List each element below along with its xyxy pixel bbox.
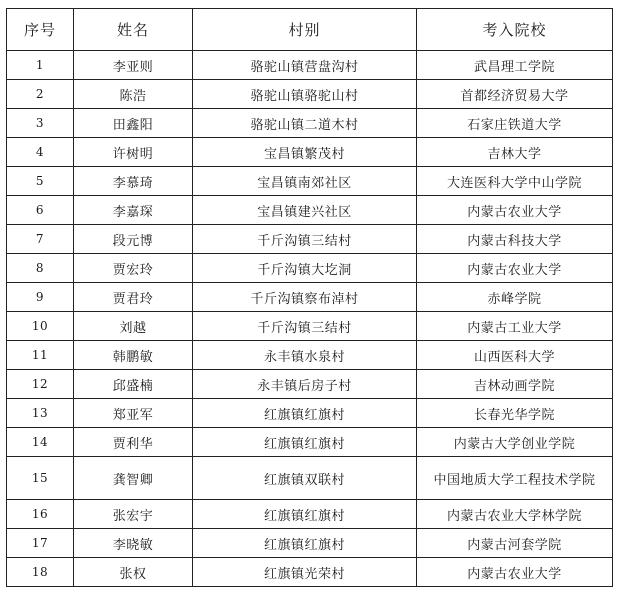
cell-village: 骆驼山镇二道木村 (193, 109, 417, 138)
cell-name: 许树明 (74, 138, 193, 167)
cell-name: 郑亚军 (74, 399, 193, 428)
table-row (7, 283, 613, 312)
table-row (7, 312, 613, 341)
cell-serial-number: 18 (7, 558, 74, 587)
cell-university: 长春光华学院 (417, 399, 613, 428)
cell-serial-number: 16 (7, 500, 74, 529)
cell-village: 红旗镇光荣村 (193, 558, 417, 587)
cell-serial-number: 5 (7, 167, 74, 196)
header-university: 考入院校 (417, 9, 613, 51)
cell-serial-number: 2 (7, 80, 74, 109)
table-header-row (7, 9, 613, 51)
cell-name: 贾君玲 (74, 283, 193, 312)
cell-village: 千斤沟镇三结村 (193, 312, 417, 341)
cell-university: 首都经济贸易大学 (417, 80, 613, 109)
cell-serial-number: 10 (7, 312, 74, 341)
cell-serial-number: 4 (7, 138, 74, 167)
table-body (7, 51, 613, 587)
table-row (7, 529, 613, 558)
table-row (7, 341, 613, 370)
header-serial-number: 序号 (7, 9, 74, 51)
cell-name: 龚智卿 (74, 457, 193, 500)
cell-serial-number: 3 (7, 109, 74, 138)
cell-name: 李慕琦 (74, 167, 193, 196)
cell-university: 山西医科大学 (417, 341, 613, 370)
cell-name: 刘越 (74, 312, 193, 341)
table-row (7, 457, 613, 500)
cell-university: 吉林动画学院 (417, 370, 613, 399)
cell-university: 内蒙古河套学院 (417, 529, 613, 558)
cell-name: 田鑫阳 (74, 109, 193, 138)
cell-name: 张权 (74, 558, 193, 587)
table-row (7, 225, 613, 254)
cell-village: 永丰镇后房子村 (193, 370, 417, 399)
cell-village: 骆驼山镇骆驼山村 (193, 80, 417, 109)
cell-serial-number: 6 (7, 196, 74, 225)
cell-university: 内蒙古农业大学 (417, 558, 613, 587)
table-row (7, 167, 613, 196)
cell-university: 中国地质大学工程技术学院 (417, 457, 613, 500)
cell-university: 大连医科大学中山学院 (417, 167, 613, 196)
cell-name: 李亚则 (74, 51, 193, 80)
cell-name: 李嘉琛 (74, 196, 193, 225)
cell-serial-number: 7 (7, 225, 74, 254)
cell-serial-number: 8 (7, 254, 74, 283)
cell-village: 红旗镇双联村 (193, 457, 417, 500)
cell-serial-number: 12 (7, 370, 74, 399)
cell-university: 内蒙古工业大学 (417, 312, 613, 341)
admissions-table (6, 8, 613, 587)
cell-village: 永丰镇水泉村 (193, 341, 417, 370)
cell-name: 韩鹏敏 (74, 341, 193, 370)
cell-university: 内蒙古农业大学 (417, 254, 613, 283)
table-row (7, 196, 613, 225)
header-name: 姓名 (74, 9, 193, 51)
cell-village: 宝昌镇建兴社区 (193, 196, 417, 225)
cell-village: 宝昌镇南郊社区 (193, 167, 417, 196)
cell-village: 骆驼山镇营盘沟村 (193, 51, 417, 80)
table-row (7, 80, 613, 109)
cell-serial-number: 9 (7, 283, 74, 312)
table-row (7, 254, 613, 283)
cell-village: 红旗镇红旗村 (193, 399, 417, 428)
table-row (7, 51, 613, 80)
table-row (7, 370, 613, 399)
table-row (7, 109, 613, 138)
cell-village: 千斤沟镇察布淖村 (193, 283, 417, 312)
cell-serial-number: 11 (7, 341, 74, 370)
cell-university: 内蒙古大学创业学院 (417, 428, 613, 457)
cell-university: 内蒙古农业大学 (417, 196, 613, 225)
cell-name: 段元博 (74, 225, 193, 254)
cell-serial-number: 17 (7, 529, 74, 558)
cell-name: 贾利华 (74, 428, 193, 457)
cell-serial-number: 1 (7, 51, 74, 80)
cell-village: 宝昌镇繁茂村 (193, 138, 417, 167)
cell-university: 赤峰学院 (417, 283, 613, 312)
table-row (7, 500, 613, 529)
cell-university: 武昌理工学院 (417, 51, 613, 80)
table-row (7, 399, 613, 428)
cell-name: 李晓敏 (74, 529, 193, 558)
cell-university: 内蒙古农业大学林学院 (417, 500, 613, 529)
cell-village: 千斤沟镇大圪洞 (193, 254, 417, 283)
table-row (7, 138, 613, 167)
cell-village: 红旗镇红旗村 (193, 529, 417, 558)
cell-village: 红旗镇红旗村 (193, 428, 417, 457)
cell-village: 红旗镇红旗村 (193, 500, 417, 529)
cell-name: 贾宏玲 (74, 254, 193, 283)
table-row (7, 428, 613, 457)
cell-name: 陈浩 (74, 80, 193, 109)
cell-name: 邱盛楠 (74, 370, 193, 399)
cell-university: 内蒙古科技大学 (417, 225, 613, 254)
header-village: 村别 (193, 9, 417, 51)
table-row (7, 558, 613, 587)
cell-name: 张宏宇 (74, 500, 193, 529)
cell-village: 千斤沟镇三结村 (193, 225, 417, 254)
cell-serial-number: 14 (7, 428, 74, 457)
cell-university: 石家庄铁道大学 (417, 109, 613, 138)
cell-serial-number: 15 (7, 457, 74, 500)
cell-serial-number: 13 (7, 399, 74, 428)
cell-university: 吉林大学 (417, 138, 613, 167)
